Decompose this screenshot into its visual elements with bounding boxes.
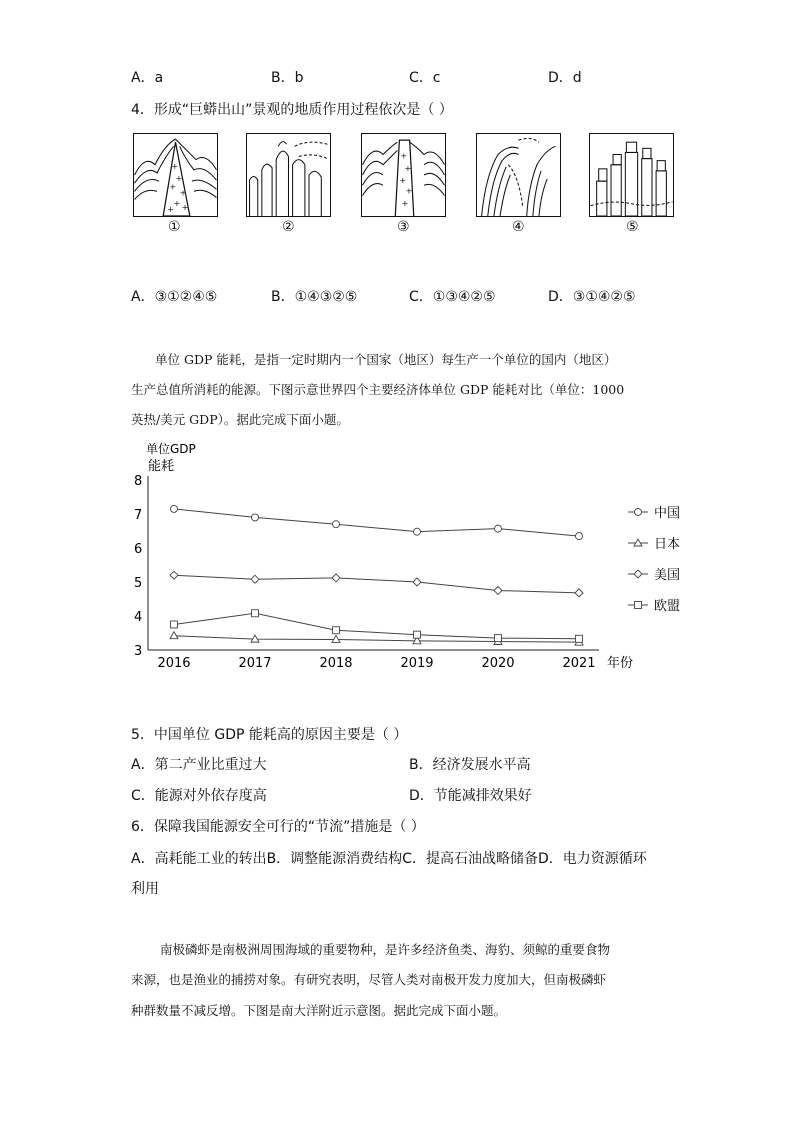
q4-option-c[interactable]: C．①③④②⑤	[409, 289, 496, 305]
landform-panel-5	[589, 133, 674, 217]
q4-option-d[interactable]: D．③①④②⑤	[548, 289, 636, 305]
y-tick-label: 3	[134, 644, 143, 659]
svg-text:+: +	[400, 150, 408, 161]
data-point-3-1	[252, 610, 259, 617]
series-line-3	[174, 613, 579, 639]
legend-marker-3	[635, 602, 642, 609]
passage1-line3: 英热/美元 GDP）。据此完成下面小题。	[131, 412, 349, 427]
x-tick-label: 2020	[481, 656, 515, 671]
passage2-line1: 南极磷虾是南极洲周围海域的重要物种，是许多经济鱼类、海豹、须鲸的重要食物	[160, 942, 611, 957]
y-tick-label: 4	[134, 610, 143, 625]
series-line-0	[174, 509, 579, 536]
data-point-0-3	[414, 528, 421, 535]
q3-option-d[interactable]: D．d	[548, 70, 582, 86]
uplifted-strata-illustration	[477, 134, 560, 216]
y-tick-label: 6	[134, 542, 143, 557]
data-point-0-0	[171, 505, 178, 512]
data-point-2-2	[332, 574, 340, 582]
folded-strata-illustration	[362, 134, 445, 216]
data-point-2-5	[575, 589, 583, 597]
data-point-2-1	[251, 575, 259, 583]
x-tick-label: 2019	[400, 656, 434, 671]
data-point-0-1	[252, 514, 259, 521]
q3-option-b[interactable]: B．b	[271, 70, 304, 86]
svg-text:+: +	[171, 160, 179, 171]
panel-label-1: ①	[168, 219, 181, 235]
svg-text:+: +	[175, 173, 183, 184]
q6-stem: 6．保障我国能源安全可行的“节流”措施是（ ）	[131, 819, 425, 835]
y-axis-label-line1: 单位GDP	[146, 442, 196, 456]
data-point-3-5	[576, 635, 583, 642]
landform-panel-1	[133, 133, 218, 217]
legend-marker-2	[634, 570, 642, 578]
q4-option-a[interactable]: A．③①②④⑤	[131, 289, 218, 305]
x-tick-label: 2017	[238, 656, 272, 671]
panel-label-5: ⑤	[626, 219, 639, 235]
q3-option-c[interactable]: C．c	[409, 70, 441, 86]
data-point-3-0	[171, 621, 178, 628]
svg-text:+: +	[169, 181, 177, 192]
data-point-2-3	[413, 578, 421, 586]
q5-option-d[interactable]: D．节能减排效果好	[409, 788, 532, 804]
svg-text:+: +	[181, 201, 189, 212]
stone-columns-illustration	[590, 134, 673, 216]
landform-panel-2	[246, 133, 331, 217]
data-point-2-0	[170, 571, 178, 579]
q6-options[interactable]: A．高耗能工业的转出B．调整能源消费结构C．提高石油战略储备D．电力资源循环	[131, 851, 647, 867]
y-tick-label: 7	[134, 508, 143, 523]
q3-option-a[interactable]: A．a	[131, 70, 164, 86]
svg-text:+: +	[401, 197, 409, 208]
svg-text:+: +	[399, 175, 407, 186]
svg-text:+: +	[405, 185, 413, 196]
legend-marker-0	[635, 509, 642, 516]
series-line-2	[174, 575, 579, 593]
q4-stem: 4．形成“巨蟒出山”景观的地质作用过程依次是（ ）	[131, 102, 453, 118]
passage2-line3: 种群数量不减反增。下图是南大洋附近示意图。据此完成下面小题。	[131, 1003, 507, 1018]
passage1-line2: 生产总值所消耗的能源。下图示意世界四个主要经济体单位 GDP 能耗对比（单位：1000	[131, 382, 625, 397]
q5-option-c[interactable]: C．能源对外依存度高	[131, 788, 267, 804]
q5-option-b[interactable]: B．经济发展水平高	[409, 757, 531, 773]
q6-options-continued[interactable]: 利用	[131, 881, 159, 897]
q5-option-a[interactable]: A．第二产业比重过大	[131, 757, 267, 773]
data-point-1-0	[170, 632, 178, 639]
y-axis-label-line2: 能耗	[148, 459, 175, 474]
granite-intrusion-illustration	[134, 134, 217, 216]
data-point-0-4	[495, 525, 502, 532]
data-point-3-3	[414, 631, 421, 638]
svg-text:+: +	[404, 162, 412, 173]
q4-option-b[interactable]: B．①④③②⑤	[271, 289, 358, 305]
x-axis-label: 年份	[607, 656, 634, 671]
legend-label-2: 美国	[654, 568, 681, 583]
data-point-0-2	[333, 521, 340, 528]
x-tick-label: 2018	[319, 656, 353, 671]
data-point-2-4	[494, 587, 502, 595]
y-tick-label: 8	[134, 474, 143, 489]
weathered-pillars-illustration	[247, 134, 330, 216]
panel-label-2: ②	[282, 219, 295, 235]
data-point-3-2	[333, 627, 340, 634]
gdp-energy-line-chart	[126, 440, 706, 680]
svg-text:+: +	[179, 187, 187, 198]
x-tick-label: 2021	[562, 656, 596, 671]
legend-label-3: 欧盟	[654, 599, 681, 614]
svg-text:+: +	[167, 203, 175, 214]
svg-text:+: +	[173, 197, 181, 208]
passage1-line1: 单位 GDP 能耗，是指一定时期内一个国家（地区）每生产一个单位的国内（地区）	[155, 352, 617, 367]
x-tick-label: 2016	[157, 656, 191, 671]
legend-label-0: 中国	[654, 506, 681, 521]
data-point-0-5	[576, 533, 583, 540]
q5-stem: 5．中国单位 GDP 能耗高的原因主要是（ ）	[131, 727, 408, 743]
panel-label-3: ③	[397, 219, 410, 235]
landform-panel-4	[476, 133, 561, 217]
passage2-line2: 来源，也是渔业的捕捞对象。有研究表明，尽管人类对南极开发力度加大，但南极磷虾	[131, 972, 607, 987]
series-line-1	[174, 636, 579, 642]
data-point-3-4	[495, 635, 502, 642]
landform-panel-3	[361, 133, 446, 217]
y-tick-label: 5	[134, 576, 143, 591]
panel-label-4: ④	[512, 219, 525, 235]
legend-label-1: 日本	[654, 537, 681, 552]
